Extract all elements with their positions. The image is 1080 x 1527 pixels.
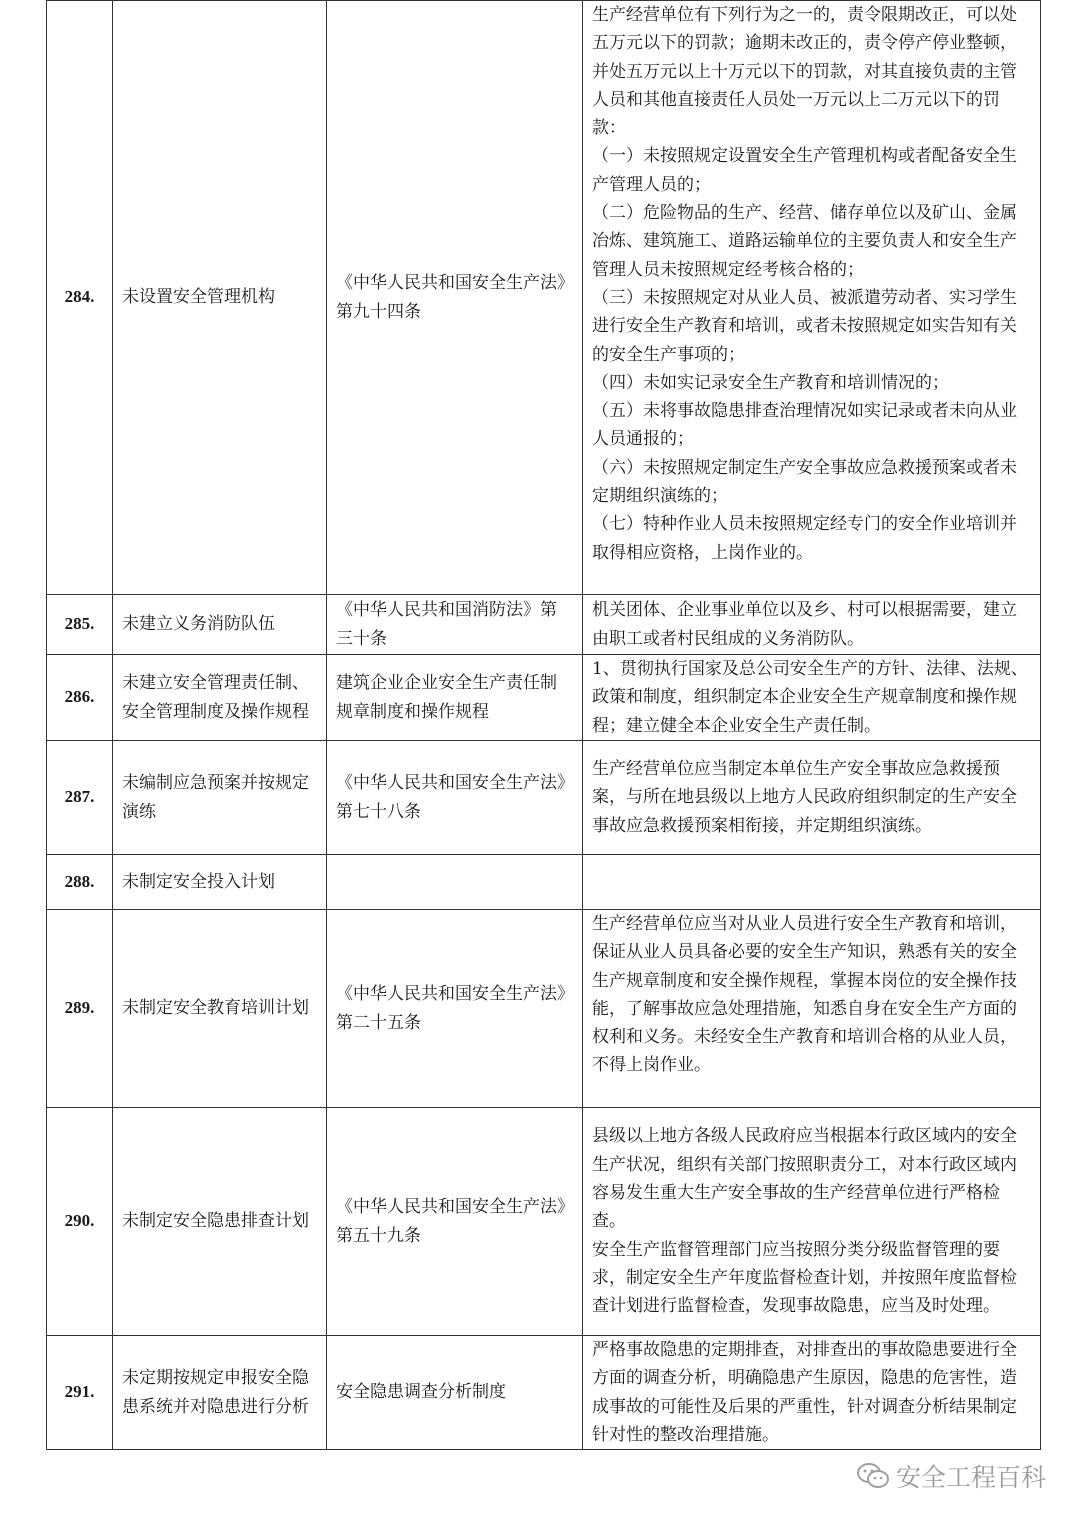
row-number: 286. — [47, 655, 113, 741]
content-line: （七）特种作业人员未按照规定经专门的安全作业培训并取得相应资格，上岗作业的。 — [592, 514, 1017, 563]
regulation-content — [583, 855, 1041, 910]
content-line: （五）未将事故隐患排查治理情况如实记录或者未向从业人员通报的； — [592, 401, 1017, 450]
wechat-icon — [856, 1462, 890, 1490]
legal-basis: 《中华人民共和国安全生产法》第九十四条 — [327, 1, 583, 595]
regulation-content — [583, 595, 1041, 655]
content-line: 生产经营单位应当制定本单位生产安全事故应急救援预案，与所在地县级以上地方人民政府组织制定的生产安全事故应急救援预案相衔接，并定期组织演练。 — [592, 759, 1017, 836]
table-row — [47, 855, 1041, 910]
legal-basis: 建筑企业企业安全生产责任制规章制度和操作规程 — [327, 655, 583, 741]
content-line: 1、贯彻执行国家及总公司安全生产的方针、法律、法规、政策和制度，组织制定本企业安全生产规章制度和操作规程；建立健全本企业安全生产责任制。 — [592, 659, 1028, 736]
legal-basis: 《中华人民共和国安全生产法》第七十八条 — [327, 741, 583, 855]
violation-item: 未设置安全管理机构 — [113, 1, 327, 595]
violation-item: 未制定安全隐患排查计划 — [113, 1108, 327, 1336]
regulation-content — [583, 655, 1041, 741]
regulation-content — [583, 910, 1041, 1108]
violation-item: 未编制应急预案并按规定演练 — [113, 741, 327, 855]
row-number: 288. — [47, 855, 113, 910]
regulation-content — [583, 1, 1041, 595]
content-line: 严格事故隐患的定期排查，对排查出的事故隐患要进行全方面的调查分析，明确隐患产生原因，隐患的危害性，造成事故的可能性及后果的严重性，针对调查分析结果制定针对性的整改治理措施。 — [592, 1340, 1017, 1445]
content-line: （四）未如实记录安全生产教育和培训情况的； — [592, 372, 949, 393]
legal-basis — [327, 855, 583, 910]
regulation-content — [583, 741, 1041, 855]
regulation-content — [583, 1336, 1041, 1450]
content-line: 安全生产监督管理部门应当按照分类分级监督管理的要求，制定安全生产年度监督检查计划，并按照年度监督检查计划进行监督检查，发现事故隐患，应当及时处理。 — [592, 1239, 1017, 1317]
table-row — [47, 741, 1041, 855]
violation-item: 未定期按规定申报安全隐患系统并对隐患进行分析 — [113, 1336, 327, 1450]
legal-basis: 《中华人民共和国消防法》第三十条 — [327, 595, 583, 655]
content-line: 生产经营单位应当对从业人员进行安全生产教育和培训，保证从业人员具备必要的安全生产知识，熟悉有关的安全生产规章制度和安全操作规程，掌握本岗位的安全操作技能，了解事故应急处理措施，知悉自身在安全生产方面的权利和义务。未经安全生产教育和培训合格的从业人员，不得上岗作业。 — [592, 914, 1017, 1076]
violation-item: 未建立安全管理责任制、安全管理制度及操作规程 — [113, 655, 327, 741]
table-row — [47, 1108, 1041, 1336]
violation-item: 未制定安全教育培训计划 — [113, 910, 327, 1108]
violation-item: 未制定安全投入计划 — [113, 855, 327, 910]
regulation-table — [46, 0, 1041, 1450]
violation-item: 未建立义务消防队伍 — [113, 595, 327, 655]
content-line: （二）危险物品的生产、经营、储存单位以及矿山、金属冶炼、建筑施工、道路运输单位的主要负责人和安全生产管理人员未按照规定经考核合格的； — [592, 203, 1017, 280]
row-number: 285. — [47, 595, 113, 655]
legal-basis: 《中华人民共和国安全生产法》第五十九条 — [327, 1108, 583, 1336]
row-number: 287. — [47, 741, 113, 855]
table-row — [47, 655, 1041, 741]
content-line: （六）未按照规定制定生产安全事故应急救援预案或者未定期组织演练的； — [592, 457, 1017, 507]
content-line: （一）未按照规定设置安全生产管理机构或者配备安全生产管理人员的； — [592, 146, 1017, 195]
content-line: 机关团体、企业事业单位以及乡、村可以根据需要，建立由职工或者村民组成的义务消防队。 — [592, 600, 1017, 649]
watermark — [856, 1458, 1046, 1494]
row-number: 291. — [47, 1336, 113, 1450]
legal-basis: 安全隐患调查分析制度 — [327, 1336, 583, 1450]
legal-basis: 《中华人民共和国安全生产法》第二十五条 — [327, 910, 583, 1108]
row-number: 284. — [47, 1, 113, 595]
table-row — [47, 595, 1041, 655]
table-row — [47, 1336, 1041, 1450]
content-line: 县级以上地方各级人民政府应当根据本行政区域内的安全生产状况，组织有关部门按照职责分工，对本行政区域内容易发生重大生产安全事故的生产经营单位进行严格检查。 — [592, 1126, 1017, 1232]
watermark-text: 安全工程百科 — [895, 1463, 1046, 1492]
regulation-content — [583, 1108, 1041, 1336]
content-line: （三）未按照规定对从业人员、被派遣劳动者、实习学生进行安全生产教育和培训，或者未按照规定如实告知有关的安全生产事项的； — [592, 287, 1017, 365]
row-number: 289. — [47, 910, 113, 1108]
table-row — [47, 910, 1041, 1108]
table-row — [47, 1, 1041, 595]
row-number: 290. — [47, 1108, 113, 1336]
content-line: 生产经营单位有下列行为之一的，责令限期改正，可以处五万元以下的罚款；逾期未改正的，责令停产停业整顿，并处五万元以上十万元以下的罚款，对其直接负责的主管人员和其他直接责任人员处一万元以上二万元以下的罚款： — [592, 5, 1017, 139]
